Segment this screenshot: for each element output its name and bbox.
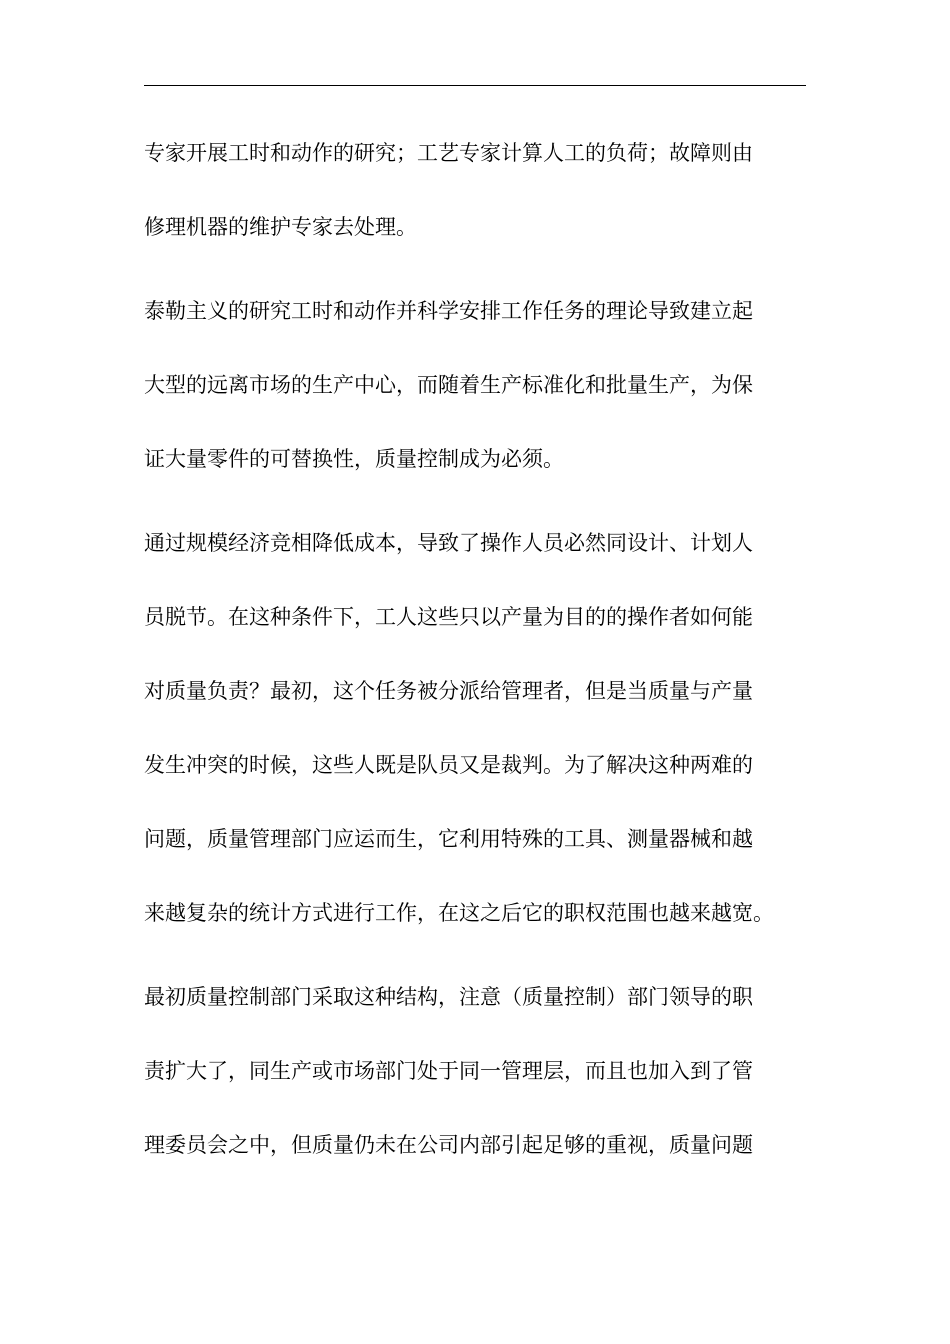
- paragraph-3-line-4: 发生冲突的时候，这些人既是队员又是裁判。为了解决这种两难的: [144, 753, 753, 777]
- paragraph-3-line-5: 问题，质量管理部门应运而生，它利用特殊的工具、测量器械和越: [144, 827, 753, 851]
- paragraph-3-line-6: 来越复杂的统计方式进行工作，在这之后它的职权范围也越来越宽。: [144, 901, 774, 925]
- paragraph-3-line-3: 对质量负责？最初，这个任务被分派给管理者，但是当质量与产量: [144, 679, 753, 703]
- paragraph-4-line-3: 理委员会之中，但质量仍未在公司内部引起足够的重视，质量问题: [144, 1133, 753, 1157]
- paragraph-2-line-2: 大型的远离市场的生产中心，而随着生产标准化和批量生产，为保: [144, 373, 753, 397]
- paragraph-4-line-2: 责扩大了，同生产或市场部门处于同一管理层，而且也加入到了管: [144, 1059, 753, 1083]
- paragraph-1-line-1: 专家开展工时和动作的研究；工艺专家计算人工的负荷；故障则由: [144, 141, 753, 165]
- paragraph-1-line-2: 修理机器的维护专家去处理。: [144, 215, 417, 239]
- paragraph-4-line-1: 最初质量控制部门采取这种结构，注意（质量控制）部门领导的职: [144, 985, 753, 1009]
- header-rule: [144, 85, 806, 86]
- paragraph-2-line-3: 证大量零件的可替换性，质量控制成为必须。: [144, 447, 564, 471]
- paragraph-2-line-1: 泰勒主义的研究工时和动作并科学安排工作任务的理论导致建立起: [144, 299, 753, 323]
- paragraph-3-line-2: 员脱节。在这种条件下，工人这些只以产量为目的的操作者如何能: [144, 605, 753, 629]
- paragraph-3-line-1: 通过规模经济竞相降低成本，导致了操作人员必然同设计、计划人: [144, 531, 753, 555]
